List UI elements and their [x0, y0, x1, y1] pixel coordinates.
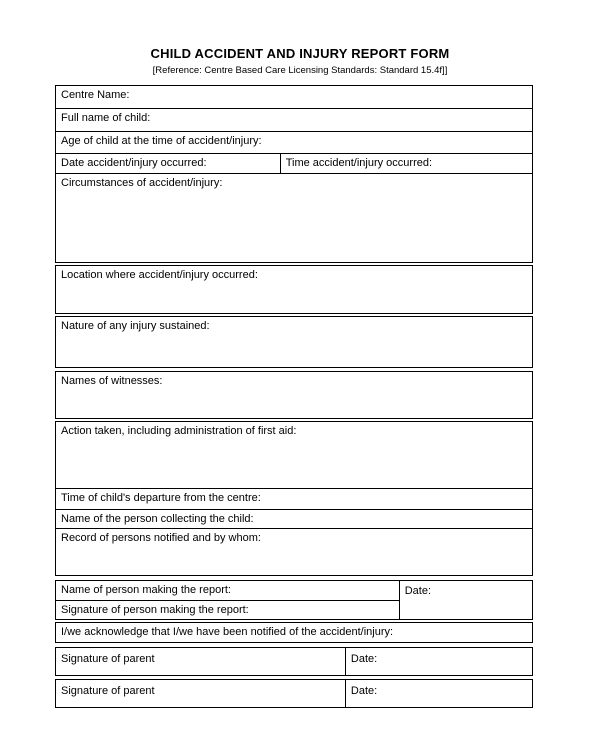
- document-reference: [Reference: Centre Based Care Licensing Standards: Standard 15.4f]]: [152, 65, 448, 76]
- parent-signature-1-row: [56, 648, 532, 675]
- section-circumstances: [55, 173, 533, 263]
- parent-signature-2-row: [56, 680, 532, 707]
- witnesses-label: Names of witnesses:: [61, 375, 163, 387]
- section-injury-nature: [55, 316, 533, 368]
- centre-name-label: Centre Name:: [61, 89, 130, 101]
- date-time-row: [56, 153, 532, 173]
- reporter-signature-label: Signature of person making the report:: [61, 604, 249, 616]
- action-taken-field[interactable]: [56, 422, 532, 488]
- persons-notified-label: Record of persons notified and by whom:: [61, 532, 261, 544]
- circumstances-field[interactable]: [56, 174, 532, 262]
- parent-date-1-label: Date:: [350, 653, 378, 665]
- section-location: [55, 265, 533, 314]
- injury-nature-field[interactable]: [56, 317, 532, 367]
- departure-time-field[interactable]: [56, 489, 532, 509]
- persons-notified-field[interactable]: [56, 528, 532, 575]
- witnesses-field[interactable]: [56, 372, 532, 418]
- departure-time-label: Time of child's departure from the centre:: [61, 492, 261, 504]
- child-name-field[interactable]: [56, 108, 532, 131]
- action-taken-label: Action taken, including administration of first aid:: [61, 425, 297, 437]
- reporter-date-label: Date:: [404, 585, 432, 597]
- collector-name-field[interactable]: [56, 509, 532, 528]
- child-name-label: Full name of child:: [61, 112, 151, 124]
- injury-nature-label: Nature of any injury sustained:: [61, 320, 210, 332]
- section-parent-signature-1: [55, 647, 533, 676]
- parent-date-2-field[interactable]: [345, 680, 532, 707]
- centre-name-field[interactable]: [56, 86, 532, 108]
- child-age-field[interactable]: [56, 131, 532, 153]
- location-label: Location where accident/injury occurred:: [61, 269, 258, 281]
- time-occurred-field[interactable]: [280, 154, 532, 173]
- acknowledgement-row[interactable]: [56, 623, 532, 642]
- parent-signature-2-field[interactable]: [56, 680, 345, 707]
- parent-signature-2-label: Signature of parent: [61, 685, 155, 697]
- section-parent-signature-2: [55, 679, 533, 708]
- date-occurred-field[interactable]: [56, 154, 280, 173]
- report-form: [55, 85, 533, 708]
- reporter-date-field[interactable]: [399, 581, 532, 619]
- section-reporter: [55, 580, 533, 620]
- location-field[interactable]: [56, 266, 532, 313]
- time-occurred-label: Time accident/injury occurred:: [285, 157, 433, 169]
- acknowledgement-text: I/we acknowledge that I/we have been notified of the accident/injury:: [61, 626, 394, 638]
- section-departure: [55, 488, 533, 576]
- section-acknowledgement: [55, 622, 533, 643]
- parent-signature-1-label: Signature of parent: [61, 653, 155, 665]
- section-witnesses: [55, 371, 533, 419]
- circumstances-label: Circumstances of accident/injury:: [61, 177, 223, 189]
- reporter-name-field[interactable]: [56, 581, 399, 600]
- parent-date-2-label: Date:: [350, 685, 378, 697]
- document-title: CHILD ACCIDENT AND INJURY REPORT FORM: [150, 46, 450, 61]
- reporter-signature-field[interactable]: [56, 600, 399, 619]
- reporter-name-label: Name of person making the report:: [61, 584, 231, 596]
- section-header-fields: [55, 85, 533, 174]
- parent-date-1-field[interactable]: [345, 648, 532, 675]
- date-occurred-label: Date accident/injury occurred:: [61, 157, 207, 169]
- child-age-label: Age of child at the time of accident/injury:: [61, 135, 262, 147]
- parent-signature-1-field[interactable]: [56, 648, 345, 675]
- collector-name-label: Name of the person collecting the child:: [61, 513, 254, 525]
- section-action-taken: [55, 421, 533, 489]
- reporter-left-column: [56, 581, 399, 619]
